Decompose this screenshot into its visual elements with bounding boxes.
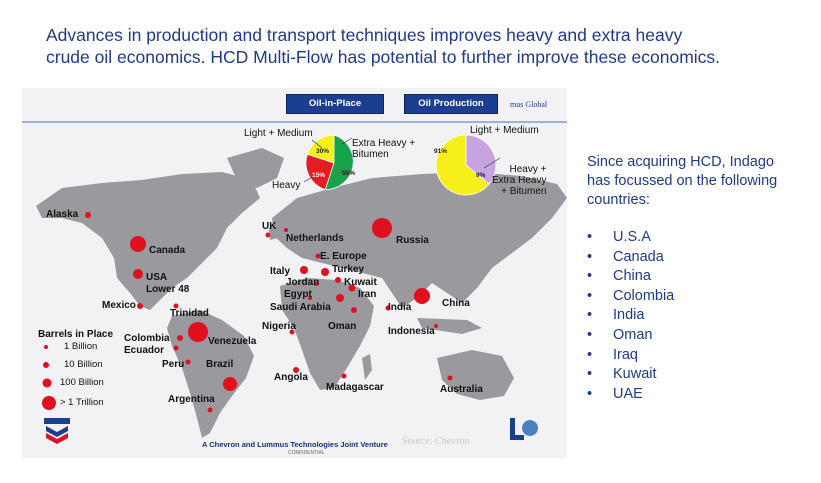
country-list (587, 228, 812, 404)
label-angola: Angola (274, 372, 308, 383)
bubble-oman (351, 307, 357, 313)
label-china: China (442, 298, 470, 309)
country-item-oman: • Oman (587, 326, 812, 346)
country-item-uae: • UAE (587, 385, 812, 405)
bubble-canada (130, 236, 146, 252)
pie1-light-label: Light + Medium (244, 128, 313, 139)
focus-intro-line-3: countries: (587, 192, 650, 208)
legend-item-1: 1 Billion (64, 341, 98, 352)
legend-dot-1t (42, 396, 56, 410)
headline (46, 24, 806, 68)
legend-item-2: 10 Billion (64, 359, 103, 370)
headline-line-1: Advances in production and transport techniques improves heavy and extra heavy (46, 25, 683, 45)
bubble-madagascar (342, 374, 347, 379)
legend-item-3: 100 Billion (60, 377, 104, 388)
label-india: India (388, 302, 412, 313)
bubble-italy (300, 266, 308, 274)
oil-in-place-pie (306, 135, 356, 190)
world-oil-map (22, 88, 567, 458)
bubble-colombia (177, 335, 183, 341)
label-canada: Canada (149, 245, 186, 256)
label-argentina: Argentina (168, 394, 215, 405)
label-netherlands: Netherlands (286, 233, 344, 244)
label-nigeria: Nigeria (262, 321, 296, 332)
pie1-heavy-pct: 15% (312, 172, 326, 179)
country-item-colombia: • Colombia (587, 287, 812, 307)
legend-dot-100b (43, 379, 52, 388)
joint-venture-caption: A Chevron and Lummus Technologies Joint Venture (202, 440, 388, 449)
chevron-logo-icon (44, 418, 70, 444)
brand-fragment: mus Global (510, 100, 548, 109)
bubble-usa (133, 269, 143, 279)
pie2-light-pct: 91% (434, 148, 448, 155)
label-trinidad: Trinidad (170, 308, 209, 319)
country-item-usa: • U.S.A (587, 228, 812, 248)
headline-line-2: crude oil economics. HCD Multi-Flow has potential to further improve these economics. (46, 47, 721, 67)
label-venezuela: Venezuela (208, 336, 257, 347)
label-oman: Oman (328, 321, 357, 332)
label-usa-1: USA (146, 272, 168, 283)
bubble-russia (372, 218, 392, 238)
label-egypt: Egypt (284, 289, 312, 300)
bubble-ecuador (174, 346, 179, 351)
source-note: Source: Chevron (402, 436, 470, 447)
bubble-venezuela (188, 322, 208, 342)
country-item-iraq: • Iraq (587, 346, 812, 366)
label-ecuador: Ecuador (124, 345, 165, 356)
label-italy: Italy (270, 266, 291, 277)
country-focus-panel (587, 153, 812, 404)
label-russia: Russia (396, 235, 429, 246)
label-usa-2: Lower 48 (146, 284, 190, 295)
map-top-rule (22, 121, 567, 123)
pie1-light-pct: 30% (316, 148, 330, 155)
country-item-india: • India (587, 306, 812, 326)
bubble-turkey (321, 268, 329, 276)
focus-intro-line-1: Since acquiring HCD, Indago (587, 154, 774, 170)
label-indonesia: Indonesia (388, 326, 435, 337)
pie2-light-label: Light + Medium (470, 125, 539, 136)
legend-item-4: > 1 Trillion (60, 397, 104, 408)
label-e-europe: E. Europe (320, 251, 367, 262)
tab-oil-in-place: Oil-in-Place (286, 94, 384, 114)
label-saudi: Saudi Arabia (270, 302, 331, 313)
country-item-china: • China (587, 267, 812, 287)
label-uk: UK (262, 221, 277, 232)
bubble-brazil (223, 377, 237, 391)
label-brazil: Brazil (206, 359, 234, 370)
pie2-heavy-pct: 9% (476, 172, 486, 179)
lummus-logo-icon (510, 418, 538, 440)
country-item-kuwait: • Kuwait (587, 365, 812, 385)
label-iran: Iran (358, 289, 377, 300)
madagascar-shape (362, 354, 372, 380)
country-item-canada: • Canada (587, 248, 812, 268)
bubble-uk (266, 233, 271, 238)
focus-intro-line-2: has focussed on the following (587, 173, 778, 189)
bubble-saudi (336, 294, 344, 302)
pie1-heavy-label: Heavy (272, 180, 301, 191)
legend-dot-10b (43, 362, 49, 368)
label-alaska: Alaska (46, 209, 79, 220)
legend-title: Barrels in Place (38, 329, 114, 340)
south-america-shape (167, 310, 257, 438)
confidential-mark: CONFIDENTIAL (288, 450, 325, 456)
bubble-australia (448, 376, 453, 381)
legend-dot-1b (44, 345, 48, 349)
label-turkey: Turkey (332, 264, 365, 275)
pie2-heavy-label: Heavy + Extra Heavy + Bitumen (492, 164, 547, 197)
focus-intro (587, 153, 812, 210)
label-kuwait: Kuwait (344, 277, 377, 288)
bubble-china (414, 288, 430, 304)
label-australia: Australia (440, 384, 483, 395)
label-madagascar: Madagascar (326, 382, 384, 393)
bubble-kuwait (335, 277, 341, 283)
tab-oil-production: Oil Production (404, 94, 498, 114)
bubble-alaska (85, 212, 91, 218)
bubble-mexico (137, 303, 143, 309)
label-jordan: Jordan (286, 277, 320, 288)
bubble-peru (186, 360, 191, 365)
label-colombia: Colombia (124, 333, 170, 344)
label-mexico: Mexico (102, 300, 136, 311)
bubble-argentina (208, 408, 213, 413)
bubble-netherlands (284, 228, 288, 232)
pie1-extra-pct: 55% (342, 170, 356, 177)
oil-production-pie (436, 135, 496, 195)
pie1-extra-label: Extra Heavy + Bitumen (352, 138, 416, 160)
world-map-graphic (22, 88, 567, 458)
label-peru: Peru (162, 359, 185, 370)
